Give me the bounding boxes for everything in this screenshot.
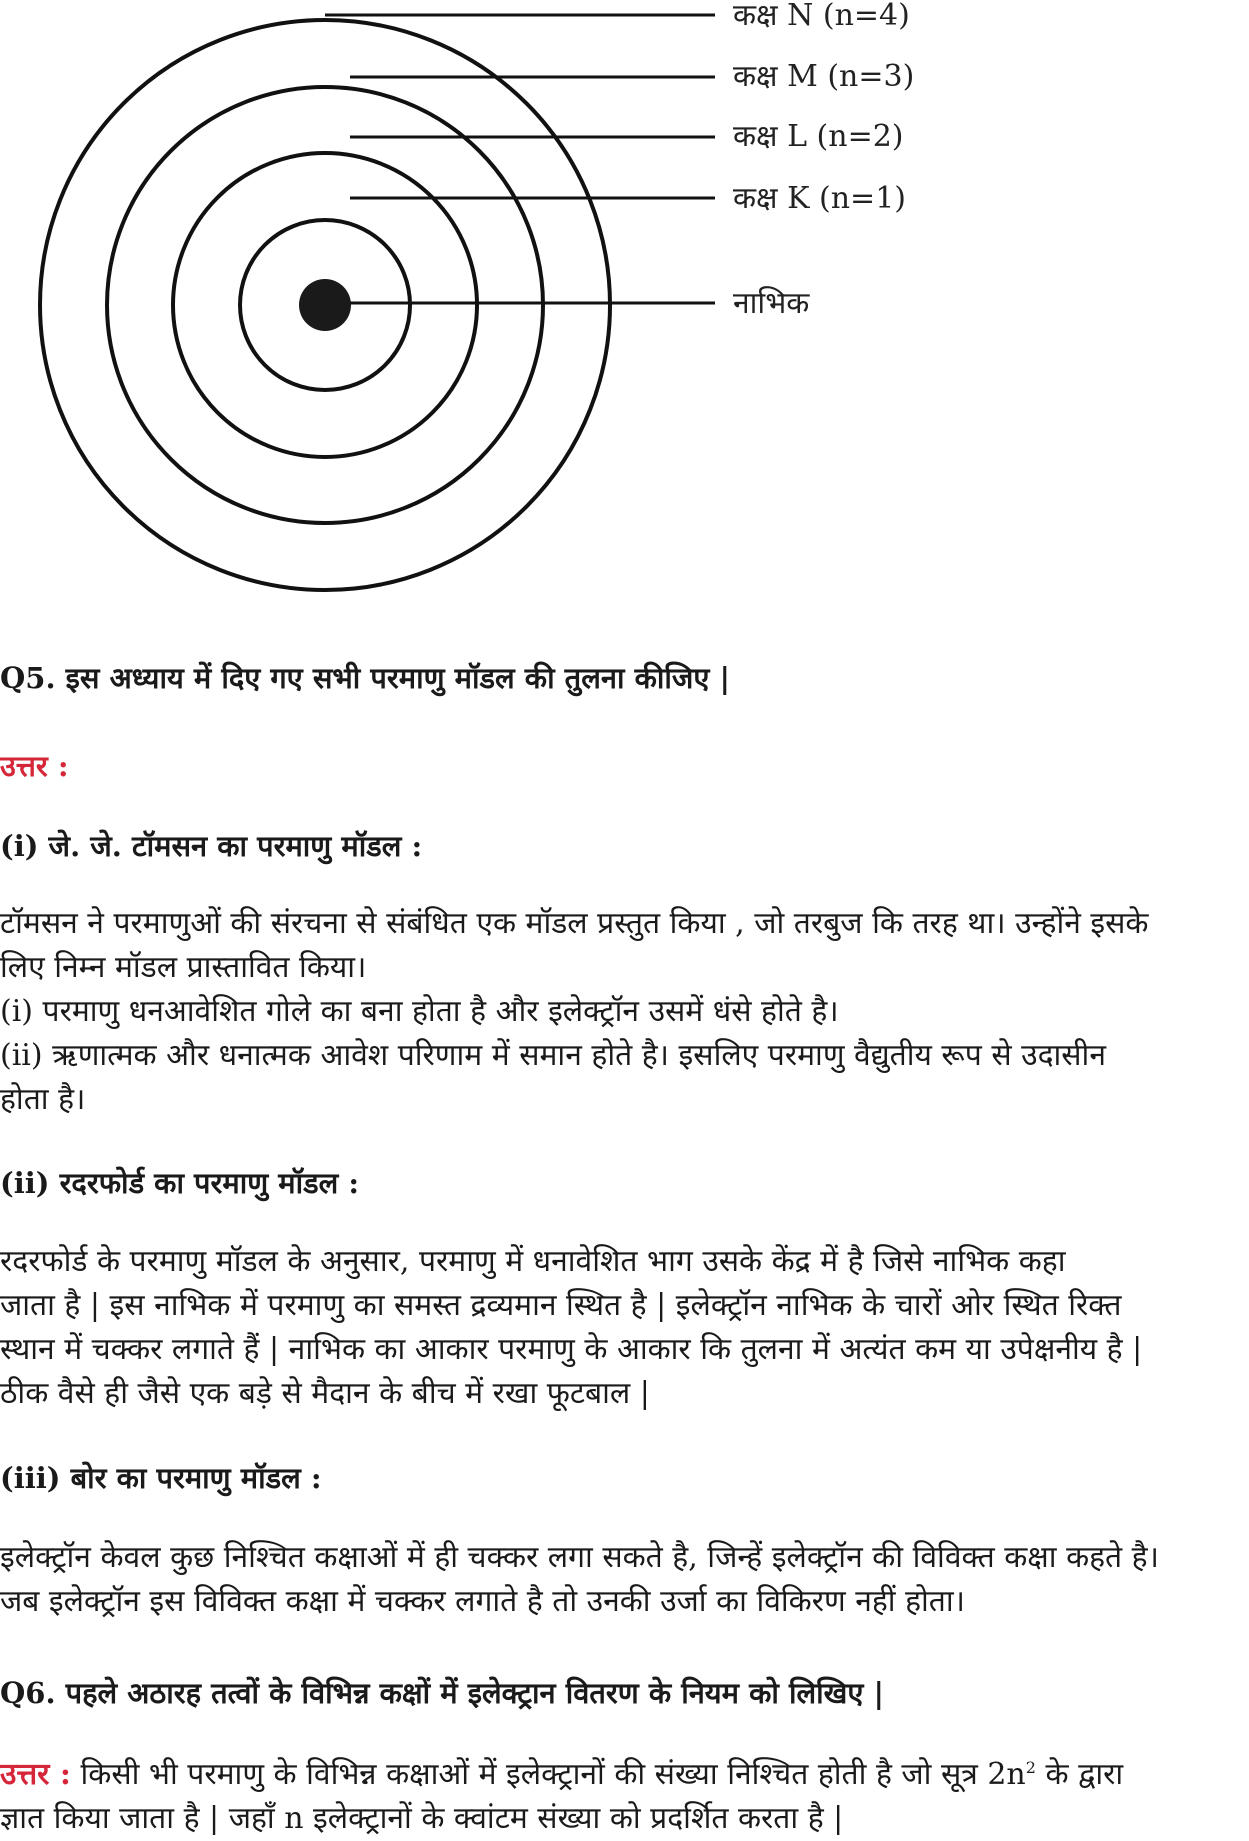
paragraph-line: (i) परमाणु धनआवेशित गोले का बना होता है और इलेक्ट्रॉन उसमें धंसे होते है। [0, 994, 839, 1029]
label-shell-k: कक्ष K (n=1) [733, 181, 906, 216]
question-6-answer-label: उत्तर : [0, 1757, 71, 1792]
answer-line: ज्ञात किया जाता है | जहाँ n इलेक्ट्रानों के क्वांटम संख्या को प्रदर्शित करता है | [0, 1801, 844, 1836]
answer-text: किसी भी परमाणु के विभिन्न कक्षाओं में इलेक्ट्रानों की संख्या निश्चित होती है जो सूत्र 2n [70, 1757, 1026, 1792]
answer-text-end: के द्वारा [1035, 1757, 1124, 1792]
label-shell-l: कक्ष L (n=2) [733, 119, 904, 154]
paragraph-line: इलेक्ट्रॉन केवल कुछ निश्चित कक्षाओं में ही चक्कर लगा सकते है, जिन्हें इलेक्ट्रॉन की विविक्त कक्षा कहते है। [0, 1540, 1159, 1575]
rutherford-model-text [0, 1240, 1249, 1416]
question-5-title: Q5. इस अध्याय में दिए गए सभी परमाणु मॉडल की तुलना कीजिए | [0, 661, 731, 695]
label-shell-n: कक्ष N (n=4) [733, 0, 910, 33]
paragraph-line: जाता है | इस नाभिक में परमाणु का समस्त द्रव्यमान स्थित है | इलेक्ट्रॉन नाभिक के चारों ओर स्थित रिक्त [0, 1288, 1122, 1323]
paragraph-line: (ii) ऋणात्मक और धनात्मक आवेश परिणाम में समान होते है। इसलिए परमाणु वैद्युतीय रूप से उदासीन [0, 1038, 1106, 1073]
paragraph-line: टॉमसन ने परमाणुओं की संरचना से संबंधित एक मॉडल प्रस्तुत किया , जो तरबुज कि तरह था। उन्होंने इसके [0, 906, 1149, 941]
formula-exponent: 2 [1025, 1758, 1036, 1777]
question-5-answer-label: उत्तर : [0, 749, 69, 783]
question-6-answer [0, 1746, 1249, 1841]
paragraph-line: रदरफोर्ड के परमाणु मॉडल के अनुसार, परमाणु में धनावेशित भाग उसके केंद्र में है जिसे नाभिक कहा [0, 1244, 1066, 1279]
bohr-model-text [0, 1536, 1249, 1624]
paragraph-line: ठीक वैसे ही जैसे एक बड़े से मैदान के बीच में रखा फूटबाल | [0, 1376, 650, 1411]
bohr-model-heading: (iii) बोर का परमाणु मॉडल : [0, 1461, 322, 1495]
nucleus [299, 279, 351, 331]
paragraph-line: होता है। [0, 1082, 86, 1117]
paragraph-line: जब इलेक्ट्रॉन इस विविक्त कक्षा में चक्कर लगाते है तो उनकी उर्जा का विकिरण नहीं होता। [0, 1584, 966, 1619]
paragraph-line: स्थान में चक्कर लगाते हैं | नाभिक का आकार परमाणु के आकार कि तुलना में अत्यंत कम या उपेक्षनीय है | [0, 1332, 1143, 1367]
question-6-title: Q6. पहले अठारह तत्वों के विभिन्न कक्षों में इलेक्ट्रान वितरण के नियम को लिखिए | [0, 1676, 885, 1710]
thomson-model-heading: (i) जे. जे. टॉमसन का परमाणु मॉडल : [0, 829, 423, 863]
label-nucleus: नाभिक [733, 286, 810, 321]
thomson-model-text [0, 902, 1249, 1122]
paragraph-line: लिए निम्न मॉडल प्रास्तावित किया। [0, 950, 367, 985]
label-shell-m: कक्ष M (n=3) [733, 59, 915, 94]
answer-line [0, 1746, 1249, 1797]
atomic-shell-diagram [0, 0, 1249, 600]
rutherford-model-heading: (ii) रदरफोर्ड का परमाणु मॉडल : [0, 1166, 360, 1200]
